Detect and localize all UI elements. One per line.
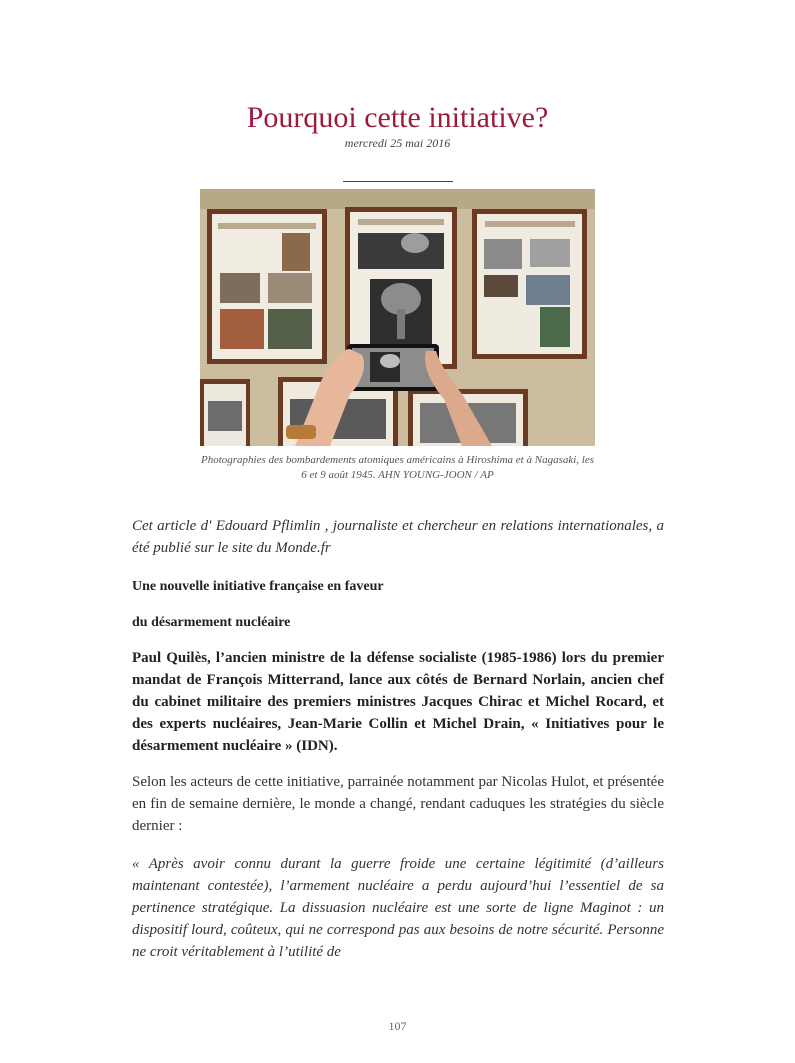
page-title: Pourquoi cette initiative? — [246, 101, 549, 134]
intro-paragraph: Cet article d' Edouard Pflimlin , journaliste et chercheur en relations internationales, a été publié sur le site du Monde.fr — [132, 518, 664, 556]
title-divider — [343, 181, 453, 182]
photo-caption: Photographies des bombardements atomiques américains à Hiroshima et à Nagasaki, les 6 et 9 août 1945. AHN YOUNG-JOON / AP — [200, 454, 595, 481]
quote-paragraph: « Après avoir connu durant la guerre froide une certaine légitimité (d’ailleurs maintenant contestée), l’armement nucléaire a perdu aujourd’hui l’essentiel de sa pertinence stratégique. La dissuasion nucléaire est une sorte de ligne Maginot : un dispositif lourd, coûteux, qui ne correspond pas aux besoins de notre sécurité. Personne ne croit véritablement à l’utilité de — [132, 856, 664, 960]
lead-paragraph: Paul Quilès, l’ancien ministre de la défense socialiste (1985-1986) lors du premier mandat de François Mitterrand, lance aux côtés de Bernard Norlain, ancien chef du cabinet militaire des premiers ministres Jacques Chirac et Michel Rocard, et des experts nucléaires, Jean-Marie Collin et Michel Drain, « Initiatives pour le désarmement nucléaire » (IDN). — [132, 650, 664, 754]
section-heading-line-2: du désarmement nucléaire — [132, 615, 291, 630]
section-heading-line-1: Une nouvelle initiative française en faveur — [132, 579, 384, 594]
publication-date: mercredi 25 mai 2016 — [344, 136, 451, 150]
article-photo — [200, 189, 595, 446]
page-number: 107 — [388, 1019, 407, 1033]
body-paragraph: Selon les acteurs de cette initiative, parrainée notamment par Nicolas Hulot, et présentée en fin de semaine dernière, le monde a changé, rendant caduques les stratégies du siècle dernier : — [132, 774, 664, 834]
